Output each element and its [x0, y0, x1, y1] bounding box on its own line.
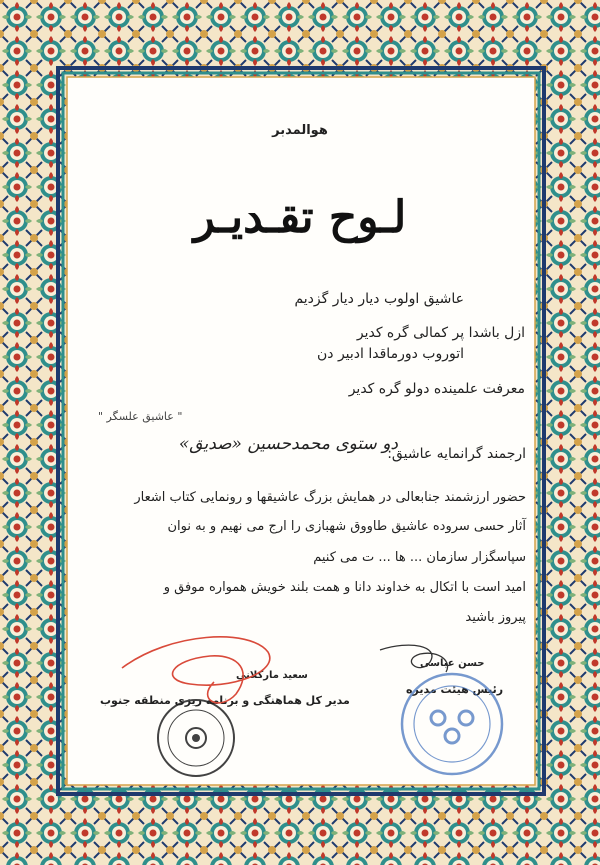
certificate-title: لـوح تقـديـر — [193, 192, 407, 243]
poem-line: عاشیق اولوب دیار دیار گزدیم — [294, 291, 464, 307]
poem-line: ازل باشدا پر کمالی گره کدیر — [356, 325, 525, 341]
body-line: امید است با اتکال به خداوند دانا و همت بلند خویش همواره موفق و — [163, 580, 526, 595]
signatory-left-name: سعید مارکلانی — [236, 670, 308, 681]
body-line: حضور ارزشمند جنابعالی در همایش بزرگ عاشیقها و رونمایی کتاب اشعار — [134, 490, 526, 505]
heading-invocation: هوالمدبر — [272, 123, 328, 138]
signatory-left-title: مدیر کل هماهنگی و برنامه ریزی منطقه جنوب — [100, 694, 350, 707]
poem-line: معرفت علمینده دولو گره کدیر — [348, 381, 525, 397]
poem-line: اتوروب دورماقدا ادبیر دن — [316, 346, 464, 362]
poem-attribution: " عاشیق علسگر " — [98, 410, 183, 423]
recipient-name: دو ستوی محمدحسین «صدیق» — [178, 434, 398, 454]
body-line: سپاسگزار سازمان ... ها ... ت می کنیم — [313, 550, 526, 565]
salutation-label: ارجمند گرانمایه عاشیق: — [387, 446, 526, 462]
signatory-right-title: رئیس هیئت مدیره — [406, 683, 504, 696]
signatory-right-name: حسن عباسی — [420, 658, 485, 669]
body-line: آثار حسی سروده عاشیق طاووق شهبازی را ارج می نهیم و به نوان — [167, 519, 526, 534]
body-line: پیروز باشید — [465, 610, 526, 625]
